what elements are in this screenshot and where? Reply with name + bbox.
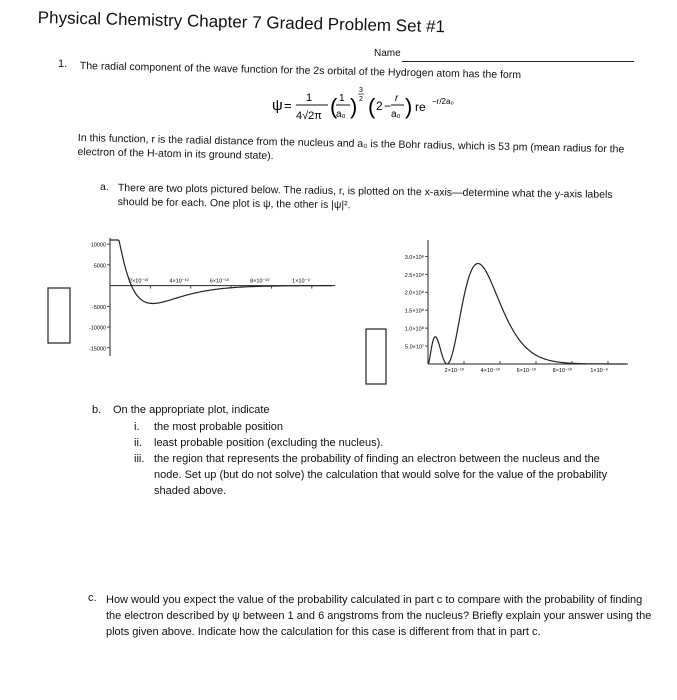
plot1-x-tick-label: 8×10⁻¹⁰	[250, 278, 270, 285]
part-b-label: b.	[92, 404, 102, 416]
plot1-x-tick-label: 2×10⁻¹⁰	[129, 278, 149, 285]
name-field-line	[402, 61, 634, 62]
plot2-x-tick-label: 6×10⁻¹⁰	[516, 368, 536, 374]
part-b-item-num: i.	[134, 421, 140, 433]
plot1-y-tick-label: -10000	[88, 325, 106, 332]
eq-two: 2	[376, 99, 383, 113]
plot-2	[360, 234, 660, 394]
plot1-y-tick-label: -5000	[91, 304, 106, 311]
svg-text:(: (	[368, 94, 376, 119]
part-b-item-text: shaded above.	[154, 485, 227, 497]
plot1-y-tick-label: 5000	[93, 263, 106, 270]
svg-text:(: (	[330, 94, 338, 119]
plot2-x-tick-label: 8×10⁻¹⁰	[552, 368, 572, 374]
plot2-y-tick-label: 1.5×10⁸	[404, 308, 424, 315]
part-c-text: How would you expect the value of the probability calculated in part c to compare with the probability of finding the electron described by ψ between 1 and 6 angstroms from the nucleus? Briefly explain your answer using the plots given above. Indicate how the calculation for this case is different from that in part c.	[106, 594, 652, 638]
eq-frac-den: a₀	[336, 109, 346, 120]
part-b-item-num: ii.	[134, 437, 142, 449]
eq-exp-den: 2	[359, 96, 363, 103]
part-b-text: On the appropriate plot, indicate	[113, 404, 270, 416]
plot2-y-tick-label: 2.5×10⁸	[404, 272, 424, 279]
eq-a0: a₀	[391, 109, 401, 120]
eq-exp-num: 3	[359, 87, 363, 94]
plot2-y-tick-label: 2.0×10⁸	[404, 290, 424, 297]
plot2-ylabel-answer-box	[366, 329, 386, 384]
plot1-x-tick-label: 6×10⁻¹⁰	[209, 278, 230, 285]
eq-minus: −	[384, 99, 392, 113]
eq-tail: re	[415, 100, 426, 114]
eq-num1: 1	[306, 92, 313, 104]
name-label: Name	[374, 48, 401, 59]
plot-1	[40, 228, 340, 378]
plot1-y-tick-label: 10000	[90, 242, 106, 249]
part-b-item-text: the most probable position	[154, 421, 284, 433]
part-b-item-num: iii.	[134, 453, 145, 465]
eq-den1: 4√2π	[296, 110, 322, 122]
eq-frac-num: 1	[339, 93, 345, 104]
question-intro: The radial component of the wave function for the 2s orbital of the Hydrogen atom has the form	[79, 60, 522, 82]
part-b-item-text: the region that represents the probability of finding an electron between the nucleus and the	[154, 453, 600, 465]
part-a-label: a.	[100, 181, 109, 193]
part-b-item-text: least probable position (excluding the nucleus).	[154, 437, 384, 449]
plot2-curve	[428, 264, 626, 365]
part-a-text: There are two plots pictured below. The radius, r, is plotted on the x-axis—determine what the y-axis labels should be for each. One plot is ψ, the other is |ψ|².	[117, 181, 613, 212]
plot1-curve	[110, 240, 332, 304]
eq-exp-power: −r/2a₀	[432, 97, 454, 106]
wave-function-equation	[270, 84, 490, 128]
question-number: 1.	[58, 58, 68, 70]
plot1-x-tick-label: 4×10⁻¹⁰	[169, 278, 189, 285]
plot2-x-tick-label: 2×10⁻¹⁰	[444, 368, 464, 374]
eq-equals: =	[284, 98, 292, 113]
plot1-x-tick-label: 1×10⁻⁹	[292, 278, 310, 285]
plot2-x-tick-label: 1×10⁻⁹	[590, 368, 608, 374]
part-c-label: c.	[88, 592, 97, 604]
page-title: Physical Chemistry Chapter 7 Graded Problem Set #1	[37, 8, 446, 37]
plot2-y-tick-label: 1.0×10⁸	[404, 326, 424, 333]
question-paragraph: In this function, r is the radial distance from the nucleus and a₀ is the Bohr radius, which is 53 pm (mean radius for the electron of the H-atom in its ground state).	[77, 131, 625, 163]
svg-text:): )	[405, 94, 413, 119]
svg-text:): )	[350, 94, 358, 119]
plot2-y-tick-label: 3.0×10⁸	[404, 254, 424, 261]
plot1-ylabel-answer-box	[48, 288, 70, 343]
plot1-y-tick-label: -15000	[88, 346, 106, 353]
eq-r: r	[395, 93, 399, 104]
eq-psi: ψ	[272, 97, 283, 114]
plot2-y-tick-label: 5.0×10⁷	[405, 344, 424, 351]
plot2-x-tick-label: 4×10⁻¹⁰	[480, 368, 500, 374]
part-b-item-text: node. Set up (but do not solve) the calculation that would solve for the value of the probability	[154, 469, 608, 481]
